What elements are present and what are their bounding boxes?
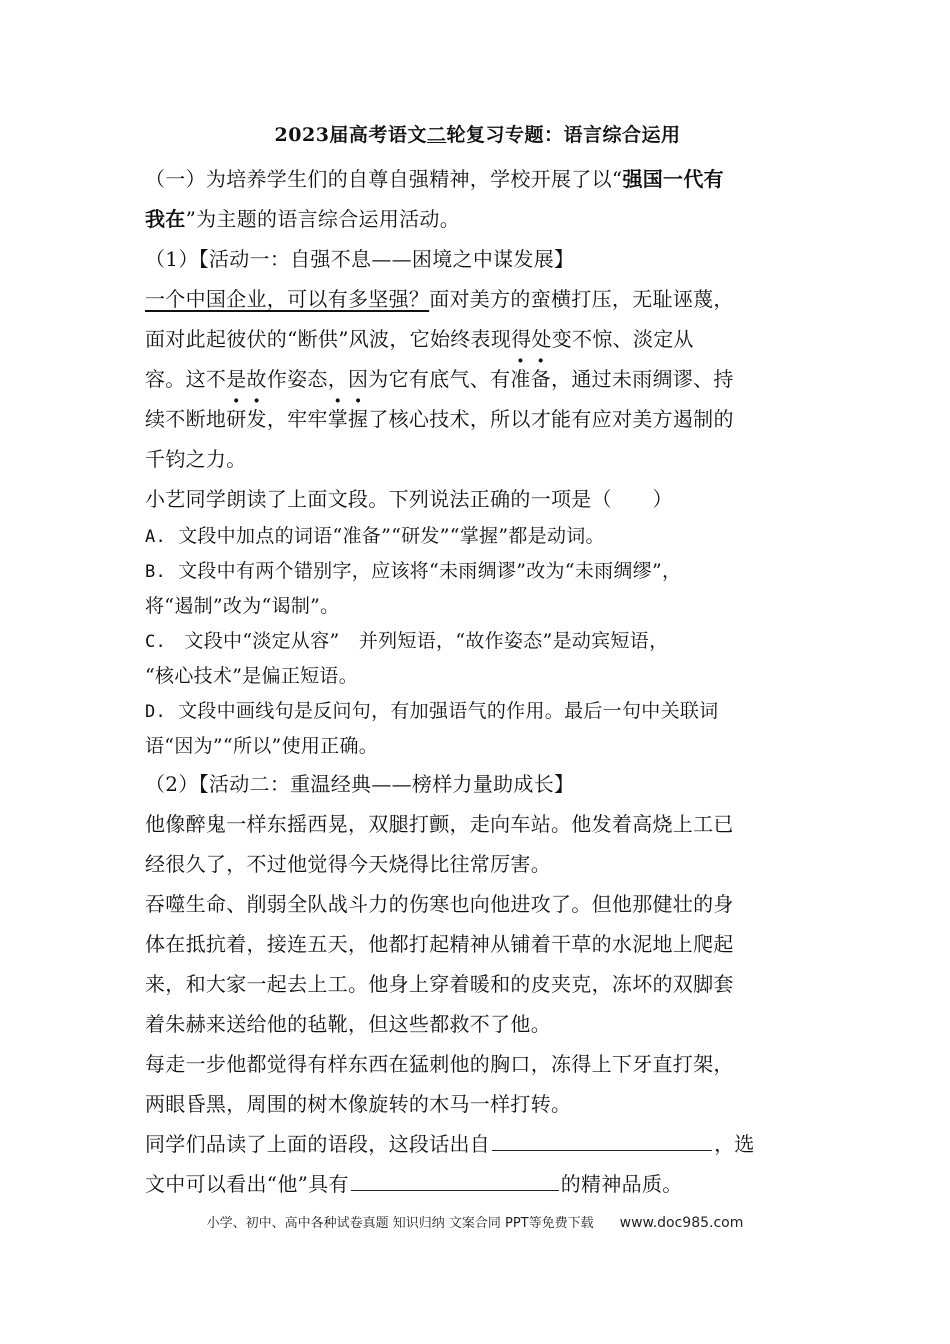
question-2-line-2: [145, 1164, 810, 1204]
question-text: ，选: [714, 1132, 755, 1156]
title-part-1: 2023届高考语文: [274, 124, 427, 146]
question-text: 的精神品质。: [560, 1172, 683, 1196]
question-1: 小艺同学朗读了上面文段。下列说法正确的一项是（ ）: [145, 487, 673, 511]
option-letter: A.: [145, 527, 167, 547]
dotted-char: 备: [530, 367, 552, 391]
footer-text: 小学、初中、高中各种试卷真题 知识归纳 文案合同 PPT等免费下载: [206, 1216, 594, 1231]
option-c-cont: “核心技术”是偏正短语。: [145, 665, 359, 687]
dotted-char: 握: [348, 407, 369, 431]
activity2-line: 每走一步他都觉得有样东西在猛刺他的胸口，冻得上下牙直打架，: [145, 1052, 734, 1076]
option-c: [145, 624, 810, 659]
page-footer: [0, 1212, 950, 1231]
body-text: [145, 159, 810, 1204]
question-2-line-1: [145, 1124, 810, 1164]
option-b-cont: 将“遏制”改为“谒制”。: [145, 595, 340, 617]
activity2-line: 他像醉鬼一样东摇西晃，双腿打颤，走向车站。他发着高烧上工已: [145, 812, 734, 836]
passage-text: 了核心技术，所以才能有应对美方遏制的: [368, 407, 734, 431]
option-text: 文段中有两个错别字，应该将“未雨绸谬”改为“未雨绸缪”，: [178, 560, 682, 582]
option-letter: C.: [145, 632, 167, 652]
option-a: [145, 519, 810, 554]
dotted-char: 发: [246, 407, 267, 431]
dotted-char: 掌: [327, 407, 349, 431]
question-text: 文中可以看出“他”具有: [145, 1172, 349, 1196]
title-part-2: 轮复习专题：语言综合运用: [446, 124, 681, 146]
theme-bold-text: 强国一代有: [622, 167, 724, 191]
dotted-char: 准: [510, 367, 531, 391]
activity1-line-1: [145, 279, 810, 319]
passage-text: 面对美方的蛮横打压，无耻诬蔑，: [429, 287, 734, 311]
option-d-cont: 语“因为”“所以”使用正确。: [145, 735, 379, 757]
intro-line-1: [145, 159, 810, 199]
option-text: 文段中“淡定从容” 并列短语，“故作姿态”是动宾短语，: [178, 630, 669, 652]
activity2-line: 体在抵抗着，接连五天，他都打起精神从铺着干草的水泥地上爬起: [145, 932, 734, 956]
intro-text: ”为主题的语言综合运用活动。: [185, 207, 461, 231]
option-letter: D.: [145, 702, 167, 722]
activity1-heading: （1）【活动一：自强不息——困境之中谋发展】: [145, 247, 575, 271]
activity2-heading: （2）【活动二：重温经典——榜样力量助成长】: [145, 772, 575, 796]
activity2-line: 经很久了，不过他觉得今天烧得比往常厉害。: [145, 852, 551, 876]
passage-text: ，牢牢: [266, 407, 328, 431]
page-title: [145, 120, 810, 147]
underlined-sentence: 一个中国企业，可以有多坚强？: [145, 287, 430, 311]
title-underlined-char: 二: [426, 124, 447, 146]
footer-site: www.doc985.com: [619, 1215, 744, 1231]
passage-text: ，通过未雨绸谬、持: [551, 367, 734, 391]
answer-blank-quality[interactable]: [351, 1172, 559, 1191]
answer-blank-source[interactable]: [492, 1132, 712, 1151]
dotted-char: 研: [226, 407, 247, 431]
passage-text: 容。这不是故作姿态，因为它有底气、有: [145, 367, 511, 391]
activity2-line: 两眼昏黑，周围的树木像旋转的木马一样打转。: [145, 1092, 572, 1116]
intro-text: （一）为培养学生们的自尊自强精神，学校开展了以“: [145, 167, 623, 191]
option-letter: B.: [145, 562, 167, 582]
theme-bold-text: 我在: [145, 207, 186, 231]
activity1-line-2: 面对此起彼伏的“断供”风波，它始终表现得处变不惊、淡定从: [145, 327, 694, 351]
passage-text: 续不断地: [145, 407, 227, 431]
activity2-line: 来，和大家一起去上工。他身上穿着暖和的皮夹克，冻坏的双脚套: [145, 972, 734, 996]
option-text: 文段中加点的词语“准备”“研发”“掌握”都是动词。: [178, 525, 605, 547]
activity1-line-4: [145, 399, 810, 439]
option-b: [145, 554, 810, 589]
intro-line-2: [145, 199, 810, 239]
activity2-line: 着朱赫来送给他的毡靴，但这些都救不了他。: [145, 1012, 551, 1036]
activity1-line-3: [145, 359, 810, 399]
activity1-line-5: 千钧之力。: [145, 447, 247, 471]
activity2-line: 吞噬生命、削弱全队战斗力的伤寒也向他进攻了。但他那健壮的身: [145, 892, 734, 916]
option-d: [145, 694, 810, 729]
option-text: 文段中画线句是反问句，有加强语气的作用。最后一句中关联词: [178, 700, 719, 722]
question-text: 同学们品读了上面的语段，这段话出自: [145, 1132, 491, 1156]
